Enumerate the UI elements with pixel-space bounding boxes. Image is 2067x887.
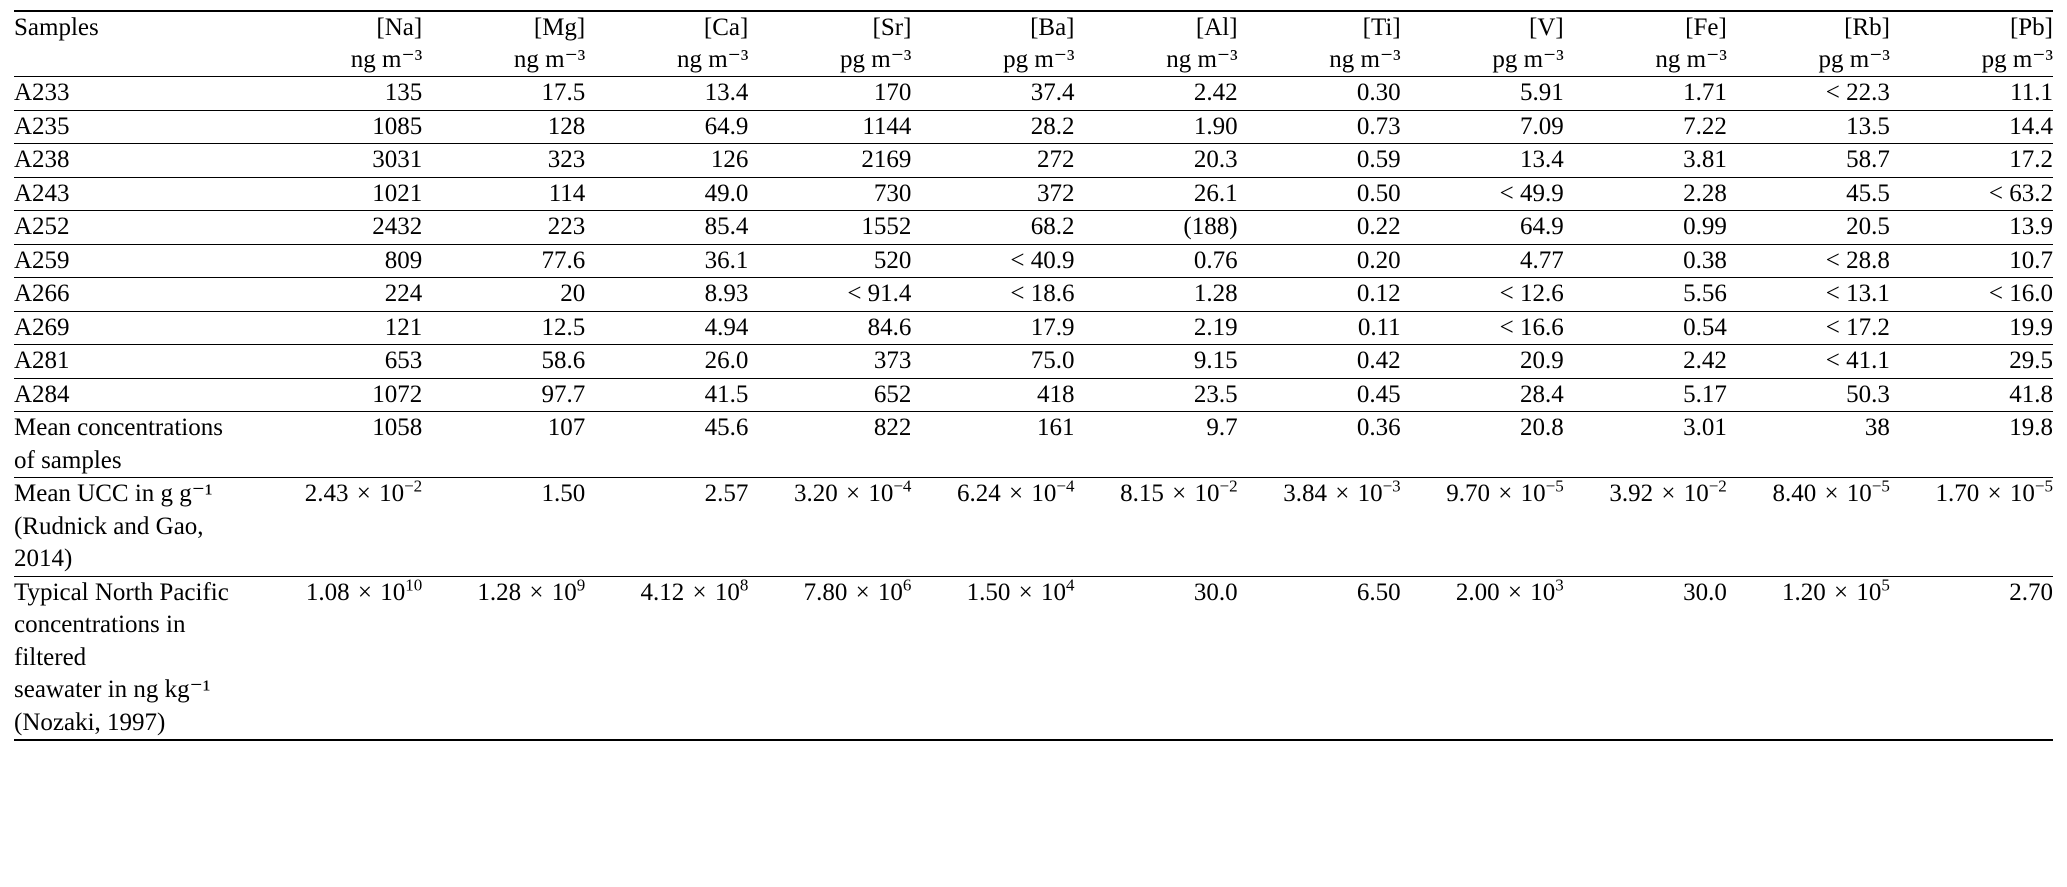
sample-id: A266 [14, 278, 259, 312]
cell-al: 23.5 [1075, 378, 1238, 412]
cell-ucc-fe: $3.92 \times 10^{-2}$ [1564, 478, 1727, 577]
cell-fe: 0.38 [1564, 244, 1727, 278]
cell-seawater-ca: $4.12 \times 10^8$ [585, 576, 748, 740]
cell-mean-mg: 107 [422, 412, 585, 478]
cell-seawater-sr: $7.80 \times 10^6$ [748, 576, 911, 740]
table-row [14, 110, 2053, 144]
cell-ti: 0.12 [1238, 278, 1401, 312]
table-row-ucc [14, 478, 2053, 577]
sample-id: A281 [14, 345, 259, 379]
column-header-label: Samples [14, 14, 99, 41]
rule-cell [422, 740, 585, 741]
column-header-unit: pg m⁻³ [1981, 46, 2053, 73]
cell-seawater-na: $1.08 \times 10^{10}$ [259, 576, 422, 740]
cell-al: 2.19 [1075, 311, 1238, 345]
cell-ba: 272 [911, 144, 1074, 178]
table-row-mean [14, 412, 2053, 478]
cell-ti: 0.20 [1238, 244, 1401, 278]
cell-mean-sr: 822 [748, 412, 911, 478]
cell-mg: 12.5 [422, 311, 585, 345]
cell-pb: 14.4 [1890, 110, 2053, 144]
cell-rb: 58.7 [1727, 144, 1890, 178]
cell-pb: < 16.0 [1890, 278, 2053, 312]
cell-v: 4.77 [1401, 244, 1564, 278]
cell-rb: < 13.1 [1727, 278, 1890, 312]
cell-ba: 17.9 [911, 311, 1074, 345]
cell-na: 1085 [259, 110, 422, 144]
rule-cell [259, 740, 422, 741]
table-bottom-rule [14, 740, 2053, 741]
cell-mean-pb: 19.8 [1890, 412, 2053, 478]
column-header-sr [748, 11, 911, 77]
column-header-label: [V] [1529, 14, 1564, 41]
cell-pb: 29.5 [1890, 345, 2053, 379]
table-row [14, 378, 2053, 412]
cell-mg: 77.6 [422, 244, 585, 278]
cell-v: 20.9 [1401, 345, 1564, 379]
cell-ba: 28.2 [911, 110, 1074, 144]
cell-ucc-rb: $8.40 \times 10^{-5}$ [1727, 478, 1890, 577]
rule-cell [1075, 740, 1238, 741]
cell-al: 26.1 [1075, 177, 1238, 211]
cell-al: 9.15 [1075, 345, 1238, 379]
cell-fe: 0.54 [1564, 311, 1727, 345]
cell-v: < 16.6 [1401, 311, 1564, 345]
row-label-ucc: Mean UCC in g g⁻¹ (Rudnick and Gao, 2014) [14, 478, 259, 577]
table-row [14, 345, 2053, 379]
cell-ti: 0.59 [1238, 144, 1401, 178]
sample-id: A252 [14, 211, 259, 245]
cell-fe: 3.81 [1564, 144, 1727, 178]
cell-mean-v: 20.8 [1401, 412, 1564, 478]
cell-v: < 49.9 [1401, 177, 1564, 211]
column-header-unit: pg m⁻³ [1492, 46, 1564, 73]
cell-ca: 64.9 [585, 110, 748, 144]
cell-seawater-pb: 2.70 [1890, 576, 2053, 740]
cell-na: 121 [259, 311, 422, 345]
cell-mg: 20 [422, 278, 585, 312]
cell-mg: 58.6 [422, 345, 585, 379]
column-header-na [259, 11, 422, 77]
cell-ba: 75.0 [911, 345, 1074, 379]
cell-na: 3031 [259, 144, 422, 178]
cell-fe: 2.42 [1564, 345, 1727, 379]
cell-mean-al: 9.7 [1075, 412, 1238, 478]
cell-seawater-v: $2.00 \times 10^3$ [1401, 576, 1564, 740]
sample-id: A259 [14, 244, 259, 278]
cell-ca: 13.4 [585, 77, 748, 111]
cell-ca: 126 [585, 144, 748, 178]
cell-na: 809 [259, 244, 422, 278]
cell-ba: < 18.6 [911, 278, 1074, 312]
cell-mg: 223 [422, 211, 585, 245]
cell-pb: 19.9 [1890, 311, 2053, 345]
table-row [14, 311, 2053, 345]
cell-ca: 26.0 [585, 345, 748, 379]
column-header-mg [422, 11, 585, 77]
cell-na: 1021 [259, 177, 422, 211]
sample-id: A269 [14, 311, 259, 345]
cell-seawater-fe: 30.0 [1564, 576, 1727, 740]
cell-ba: 372 [911, 177, 1074, 211]
cell-pb: 13.9 [1890, 211, 2053, 245]
table-row [14, 211, 2053, 245]
rule-cell [1564, 740, 1727, 741]
column-header-unit: ng m⁻³ [1329, 46, 1401, 73]
cell-al: (188) [1075, 211, 1238, 245]
cell-mg: 114 [422, 177, 585, 211]
cell-v: 13.4 [1401, 144, 1564, 178]
column-header-label: [Rb] [1844, 14, 1890, 41]
column-header-unit: ng m⁻³ [1655, 46, 1727, 73]
cell-mean-ca: 45.6 [585, 412, 748, 478]
cell-mean-na: 1058 [259, 412, 422, 478]
column-header-label: [Ca] [703, 14, 749, 41]
column-header-rb [1727, 11, 1890, 77]
cell-ba: 37.4 [911, 77, 1074, 111]
cell-ti: 0.45 [1238, 378, 1401, 412]
cell-mean-ba: 161 [911, 412, 1074, 478]
cell-ca: 8.93 [585, 278, 748, 312]
cell-pb: 41.8 [1890, 378, 2053, 412]
cell-rb: 20.5 [1727, 211, 1890, 245]
measurements-table [14, 10, 2053, 741]
cell-seawater-ti: 6.50 [1238, 576, 1401, 740]
sample-id: A235 [14, 110, 259, 144]
cell-rb: < 22.3 [1727, 77, 1890, 111]
cell-mg: 97.7 [422, 378, 585, 412]
cell-sr: < 91.4 [748, 278, 911, 312]
cell-ti: 0.73 [1238, 110, 1401, 144]
cell-ca: 85.4 [585, 211, 748, 245]
cell-mg: 17.5 [422, 77, 585, 111]
column-header-ca [585, 11, 748, 77]
column-header-label: [Ba] [1030, 14, 1075, 41]
cell-ucc-ti: $3.84 \times 10^{-3}$ [1238, 478, 1401, 577]
cell-mg: 323 [422, 144, 585, 178]
cell-al: 1.90 [1075, 110, 1238, 144]
cell-sr: 652 [748, 378, 911, 412]
cell-pb: 10.7 [1890, 244, 2053, 278]
cell-na: 224 [259, 278, 422, 312]
cell-ba: < 40.9 [911, 244, 1074, 278]
cell-fe: 5.56 [1564, 278, 1727, 312]
rule-cell [585, 740, 748, 741]
cell-seawater-al: 30.0 [1075, 576, 1238, 740]
cell-rb: < 41.1 [1727, 345, 1890, 379]
cell-ucc-sr: $3.20 \times 10^{-4}$ [748, 478, 911, 577]
cell-seawater-ba: $1.50 \times 10^4$ [911, 576, 1074, 740]
cell-rb: 13.5 [1727, 110, 1890, 144]
cell-v: 64.9 [1401, 211, 1564, 245]
cell-ti: 0.30 [1238, 77, 1401, 111]
column-header-v [1401, 11, 1564, 77]
column-header-unit: pg m⁻³ [1003, 46, 1075, 73]
rule-cell [14, 740, 259, 741]
cell-v: 5.91 [1401, 77, 1564, 111]
rule-cell [1401, 740, 1564, 741]
cell-pb: 11.1 [1890, 77, 2053, 111]
rule-cell [1890, 740, 2053, 741]
cell-seawater-mg: $1.28 \times 10^9$ [422, 576, 585, 740]
column-header-label: [Na] [376, 14, 423, 41]
column-header-label: [Ti] [1362, 14, 1401, 41]
cell-sr: 84.6 [748, 311, 911, 345]
cell-ucc-ca: 2.57 [585, 478, 748, 577]
cell-al: 0.76 [1075, 244, 1238, 278]
column-header-label: [Fe] [1685, 14, 1727, 41]
table-header-row [14, 11, 2053, 77]
cell-sr: 2169 [748, 144, 911, 178]
cell-rb: < 17.2 [1727, 311, 1890, 345]
cell-ca: 36.1 [585, 244, 748, 278]
cell-al: 20.3 [1075, 144, 1238, 178]
rule-cell [911, 740, 1074, 741]
cell-mg: 128 [422, 110, 585, 144]
cell-sr: 520 [748, 244, 911, 278]
column-header-fe [1564, 11, 1727, 77]
cell-al: 1.28 [1075, 278, 1238, 312]
table-row [14, 144, 2053, 178]
cell-mean-ti: 0.36 [1238, 412, 1401, 478]
cell-ca: 4.94 [585, 311, 748, 345]
sample-id: A284 [14, 378, 259, 412]
cell-fe: 1.71 [1564, 77, 1727, 111]
cell-rb: 50.3 [1727, 378, 1890, 412]
rule-cell [1238, 740, 1401, 741]
cell-mean-rb: 38 [1727, 412, 1890, 478]
column-header-label: [Pb] [2009, 14, 2053, 41]
cell-fe: 2.28 [1564, 177, 1727, 211]
cell-na: 1072 [259, 378, 422, 412]
column-header-unit: ng m⁻³ [350, 46, 423, 73]
cell-ca: 41.5 [585, 378, 748, 412]
cell-pb: 17.2 [1890, 144, 2053, 178]
column-header-ti [1238, 11, 1401, 77]
cell-ucc-mg: 1.50 [422, 478, 585, 577]
cell-ucc-v: $9.70 \times 10^{-5}$ [1401, 478, 1564, 577]
column-header-unit: ng m⁻³ [1166, 46, 1238, 73]
cell-fe: 5.17 [1564, 378, 1727, 412]
column-header-unit: pg m⁻³ [840, 46, 912, 73]
column-header-unit: ng m⁻³ [513, 46, 586, 73]
column-header-label: [Sr] [872, 14, 912, 41]
cell-rb: < 28.8 [1727, 244, 1890, 278]
column-header-samples [14, 11, 259, 77]
cell-sr: 373 [748, 345, 911, 379]
cell-sr: 1552 [748, 211, 911, 245]
cell-v: 28.4 [1401, 378, 1564, 412]
cell-ucc-na: $2.43 \times 10^{-2}$ [259, 478, 422, 577]
cell-ti: 0.22 [1238, 211, 1401, 245]
table-row-seawater [14, 576, 2053, 740]
column-header-ba [911, 11, 1074, 77]
rule-cell [748, 740, 911, 741]
column-header-pb [1890, 11, 2053, 77]
cell-ba: 418 [911, 378, 1074, 412]
cell-fe: 0.99 [1564, 211, 1727, 245]
table-row [14, 278, 2053, 312]
sample-id: A233 [14, 77, 259, 111]
cell-v: < 12.6 [1401, 278, 1564, 312]
cell-ba: 68.2 [911, 211, 1074, 245]
cell-ca: 49.0 [585, 177, 748, 211]
column-header-label: [Al] [1195, 14, 1238, 41]
cell-ti: 0.42 [1238, 345, 1401, 379]
cell-ucc-al: $8.15 \times 10^{-2}$ [1075, 478, 1238, 577]
cell-na: 2432 [259, 211, 422, 245]
sample-id: A243 [14, 177, 259, 211]
cell-v: 7.09 [1401, 110, 1564, 144]
table-row [14, 244, 2053, 278]
cell-mean-fe: 3.01 [1564, 412, 1727, 478]
table-row [14, 177, 2053, 211]
row-label-seawater: Typical North Pacific concentrations in filtered seawater in ng kg⁻¹ (Nozaki, 1997) [14, 576, 259, 740]
sample-id: A238 [14, 144, 259, 178]
cell-rb: 45.5 [1727, 177, 1890, 211]
cell-ti: 0.50 [1238, 177, 1401, 211]
cell-ti: 0.11 [1238, 311, 1401, 345]
cell-pb: < 63.2 [1890, 177, 2053, 211]
row-label-mean: Mean concentrations of samples [14, 412, 259, 478]
column-header-al [1075, 11, 1238, 77]
rule-cell [1727, 740, 1890, 741]
cell-seawater-rb: $1.20 \times 10^5$ [1727, 576, 1890, 740]
cell-ucc-pb: $1.70 \times 10^{-5}$ [1890, 478, 2053, 577]
cell-fe: 7.22 [1564, 110, 1727, 144]
column-header-unit: ng m⁻³ [676, 46, 749, 73]
cell-sr: 1144 [748, 110, 911, 144]
cell-ucc-ba: $6.24 \times 10^{-4}$ [911, 478, 1074, 577]
table-row [14, 77, 2053, 111]
cell-na: 653 [259, 345, 422, 379]
cell-sr: 170 [748, 77, 911, 111]
column-header-label: [Mg] [533, 14, 586, 41]
cell-al: 2.42 [1075, 77, 1238, 111]
cell-sr: 730 [748, 177, 911, 211]
column-header-unit: pg m⁻³ [1818, 46, 1890, 73]
cell-na: 135 [259, 77, 422, 111]
